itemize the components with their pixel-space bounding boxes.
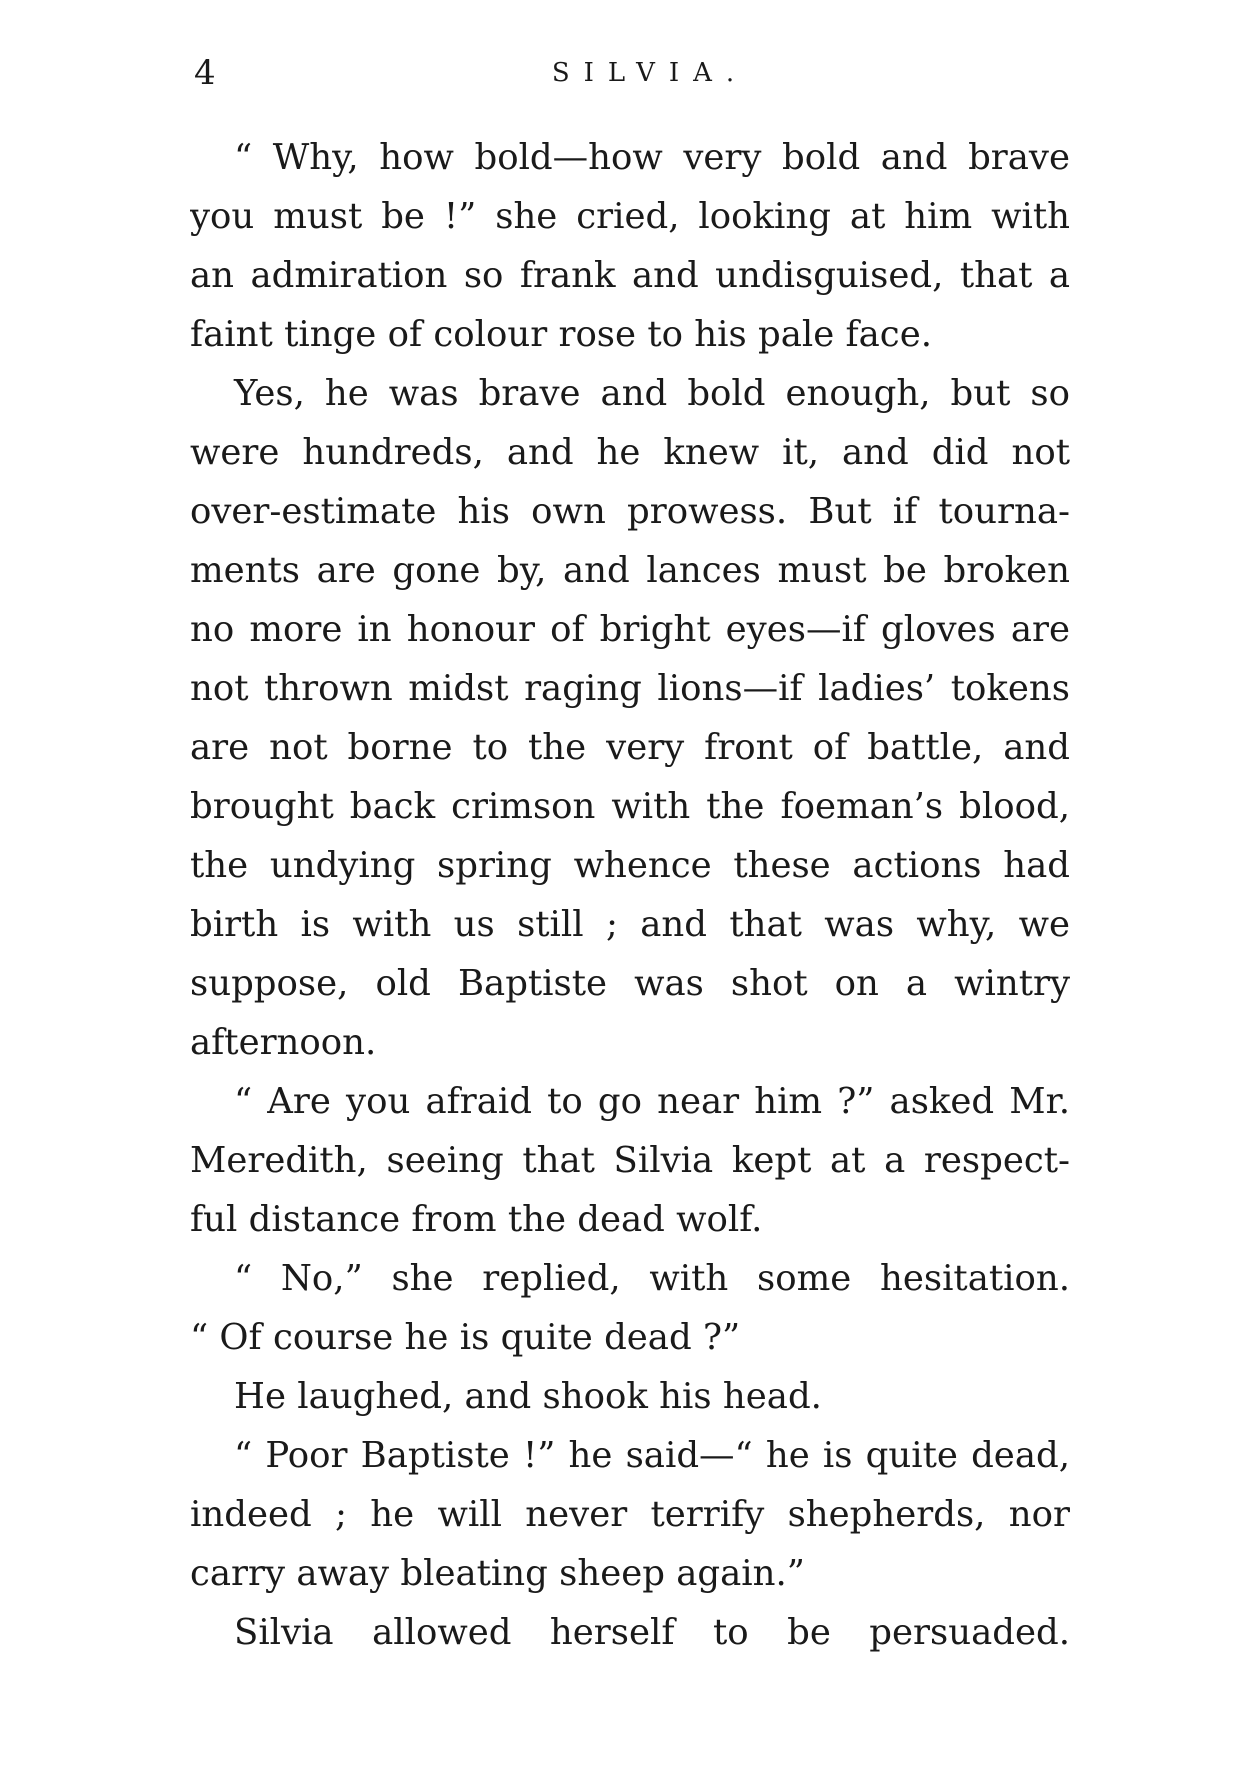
- text-line: the undying spring whence these actions had: [190, 845, 1070, 886]
- text-line: suppose, old Baptiste was shot on a wintry: [190, 963, 1070, 1004]
- running-title: SILVIA.: [551, 58, 749, 88]
- text-line: He laughed, and shook his head.: [234, 1376, 822, 1417]
- text-line: ful distance from the dead wolf.: [190, 1199, 763, 1240]
- text-line: were hundreds, and he knew it, and did not: [190, 432, 1070, 473]
- text-line: over-estimate his own prowess. But if tourna-: [190, 491, 1070, 532]
- text-line: “ No,” she replied, with some hesitation.: [234, 1258, 1070, 1299]
- text-line: are not borne to the very front of battle, and: [190, 727, 1070, 768]
- page-number: 4: [194, 53, 217, 93]
- text-line: birth is with us still ; and that was why, we: [190, 904, 1070, 945]
- text-line: Yes, he was brave and bold enough, but so: [234, 373, 1070, 414]
- text-line: ments are gone by, and lances must be broken: [190, 550, 1070, 591]
- text-line: brought back crimson with the foeman’s blood,: [190, 786, 1070, 827]
- text-line: carry away bleating sheep again.”: [190, 1553, 805, 1594]
- text-line: not thrown midst raging lions—if ladies’ tokens: [190, 668, 1070, 709]
- page-header: [190, 48, 1070, 98]
- text-line: “ Poor Baptiste !” he said—“ he is quite dead,: [234, 1435, 1070, 1476]
- text-line: afternoon.: [190, 1022, 377, 1063]
- text-line: “ Are you afraid to go near him ?” asked Mr.: [234, 1081, 1070, 1122]
- text-line: “ Of course he is quite dead ?”: [190, 1317, 741, 1358]
- text-line: faint tinge of colour rose to his pale face.: [190, 314, 932, 355]
- text-line: you must be !” she cried, looking at him with: [190, 196, 1070, 237]
- text-line: Silvia allowed herself to be persuaded.: [234, 1612, 1070, 1653]
- text-line: no more in honour of bright eyes—if gloves are: [190, 609, 1070, 650]
- text-line: an admiration so frank and undisguised, that a: [190, 255, 1070, 296]
- text-line: “ Why, how bold—how very bold and brave: [234, 137, 1070, 178]
- text-line: Meredith, seeing that Silvia kept at a respect-: [190, 1140, 1070, 1181]
- text-line: indeed ; he will never terrify shepherds, nor: [190, 1494, 1070, 1535]
- body-text: [190, 128, 1070, 1662]
